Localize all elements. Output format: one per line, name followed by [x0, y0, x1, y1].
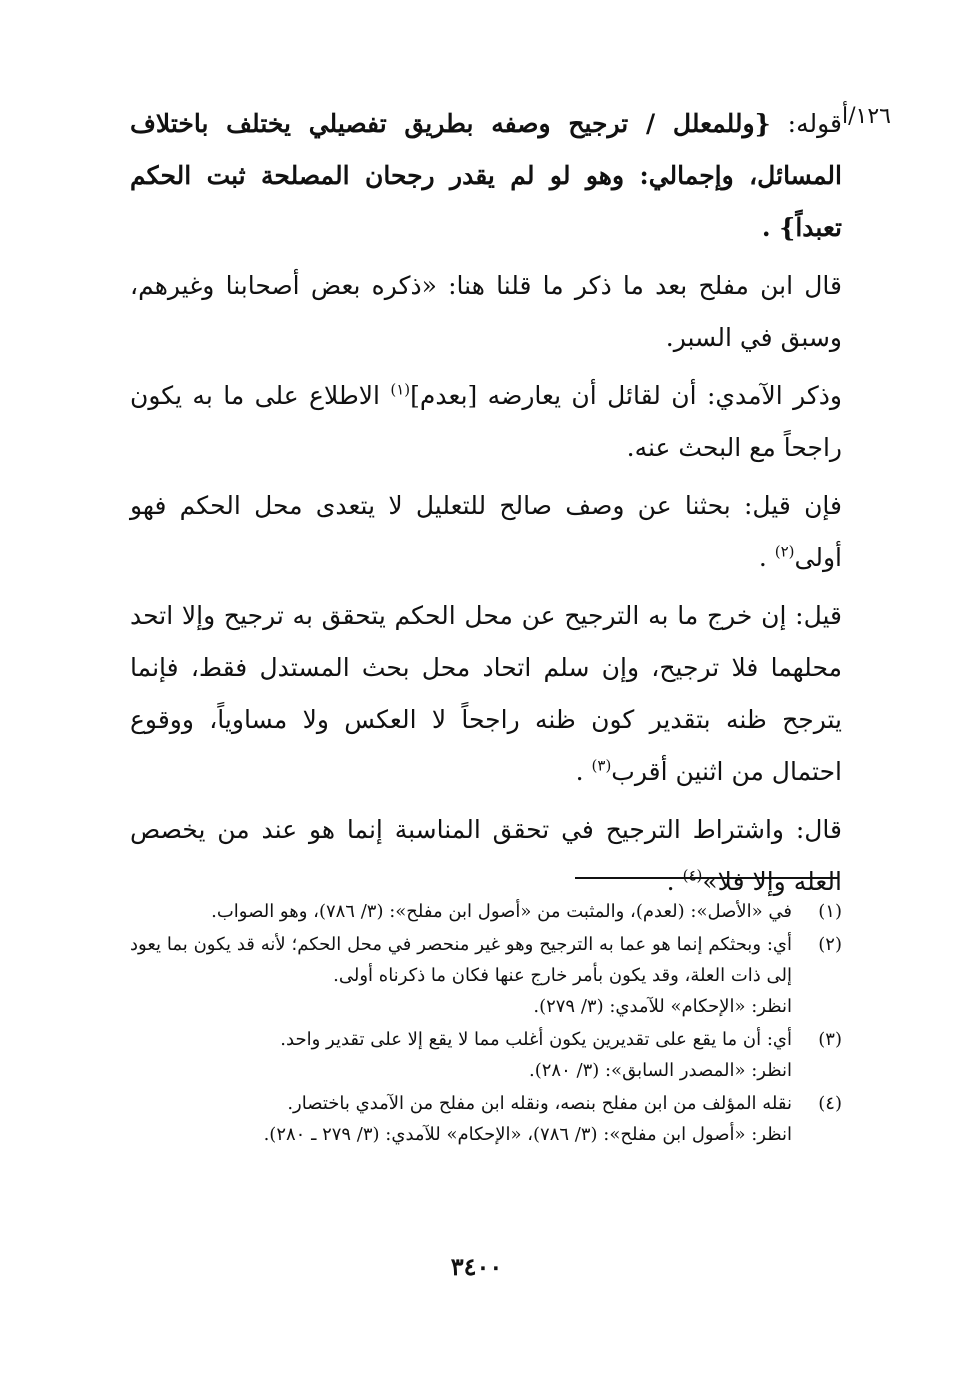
paragraph-text: قيل: إن خرج ما به الترجيح عن محل الحكم يتحقق به ترجيح وإلا اتحد محلهما فلا ترجيح، وإن سلم اتحاد محل بحث المستدل فقط، فإنما يترجح ظنه بتقدير كون ظنه راجحاً لا العكس ولا مساوياً، ووقوع احتمال من اثنين أقرب [130, 601, 842, 786]
paragraph-3 [130, 370, 842, 474]
footnote-reference: انظر: «المصدر السابق»: (٣/ ٢٨٠). [529, 1060, 792, 1081]
footnote-line: في «الأصل»: (لعدم)، والمثبت من «أصول ابن مفلح»: (٣/ ٧٨٦)، وهو الصواب. [211, 901, 792, 922]
paragraph-6 [130, 804, 842, 908]
paragraph-lead: قوله: [770, 109, 842, 138]
footnote-line: أي: أن ما يقع على تقديرين يكون أغلب مما لا يقع إلا على تقدير واحد. [280, 1029, 792, 1050]
paragraph-1 [130, 98, 842, 254]
footnote-line: نقله المؤلف من ابن مفلح بنصه، ونقله ابن مفلح من الآمدي باختصار. [287, 1093, 792, 1114]
main-text [130, 98, 842, 914]
footnotes [130, 896, 842, 1152]
footnote-3 [130, 1024, 842, 1086]
footnote-marker[interactable]: (٢) [774, 542, 795, 561]
page-number: ٣٤٠٠ [450, 1252, 503, 1281]
footnote-1 [130, 896, 842, 927]
paragraph-text: . [758, 543, 775, 572]
footnote-marker[interactable]: (٤) [682, 866, 703, 885]
paragraph-5 [130, 590, 842, 798]
manuscript-folio-ref: ١٢٦/أ [842, 104, 891, 129]
footnote-body [130, 896, 792, 927]
footnote-number: (٣) [818, 1029, 842, 1050]
footnote-number: (١) [818, 901, 842, 922]
footnote-body [130, 929, 792, 1022]
footnote-line: أي: وبحثكم إنما هو عما به الترجيح وهو غير منحصر في محل الحكم؛ لأنه قد يكون بما يعود إلى ذات العلة، وقد يكون بأمر خارج عنها فكان ما ذكرناه أولى. [130, 934, 792, 986]
paragraph-text: . [666, 867, 683, 896]
footnote-number: (٢) [818, 934, 842, 955]
footnote-reference: انظر: «أصول ابن مفلح»: (٣/ ٧٨٦)، «الإحكام» للآمدي: (٣/ ٢٧٩ ـ ٢٨٠). [263, 1124, 792, 1145]
paragraph-text: الاطلاع على ما به يكون راجحاً مع البحث عنه. [130, 381, 842, 462]
paragraph-text: . [575, 757, 592, 786]
paragraph-text: قال ابن مفلح بعد ما ذكر ما قلنا هنا: «ذكره بعض أصحابنا وغيرهم، وسبق في السبر. [130, 271, 842, 352]
footnote-body [130, 1088, 792, 1150]
footnote-number: (٤) [818, 1093, 842, 1114]
paragraph-4 [130, 480, 842, 584]
footnote-2 [130, 929, 842, 1022]
quoted-matn: {وللمعلل / ترجيح وصفه بطريق تفصيلي يختلف باختلاف المسائل، وإجمالي: وهو لو لم يقدر رجحان المصلحة ثبت الحكم تعبداً} . [130, 109, 842, 242]
footnote-4 [130, 1088, 842, 1150]
footnote-separator [575, 877, 839, 879]
paragraph-2 [130, 260, 842, 364]
footnote-body [130, 1024, 792, 1086]
paragraph-text: فإن قيل: بحثنا عن وصف صالح للتعليل لا يتعدى محل الحكم فهو أولى [130, 491, 842, 572]
footnote-marker[interactable]: (١) [390, 380, 411, 399]
paragraph-text: قال: واشتراط الترجيح في تحقق المناسبة إنما هو عند من يخصص العلة وإلا فلا» [130, 815, 842, 896]
footnote-marker[interactable]: (٣) [591, 756, 612, 775]
footnote-reference: انظر: «الإحكام» للآمدي: (٣/ ٢٧٩). [533, 996, 792, 1017]
paragraph-text: وذكر الآمدي: أن لقائل أن يعارضه [بعدم] [410, 381, 843, 410]
